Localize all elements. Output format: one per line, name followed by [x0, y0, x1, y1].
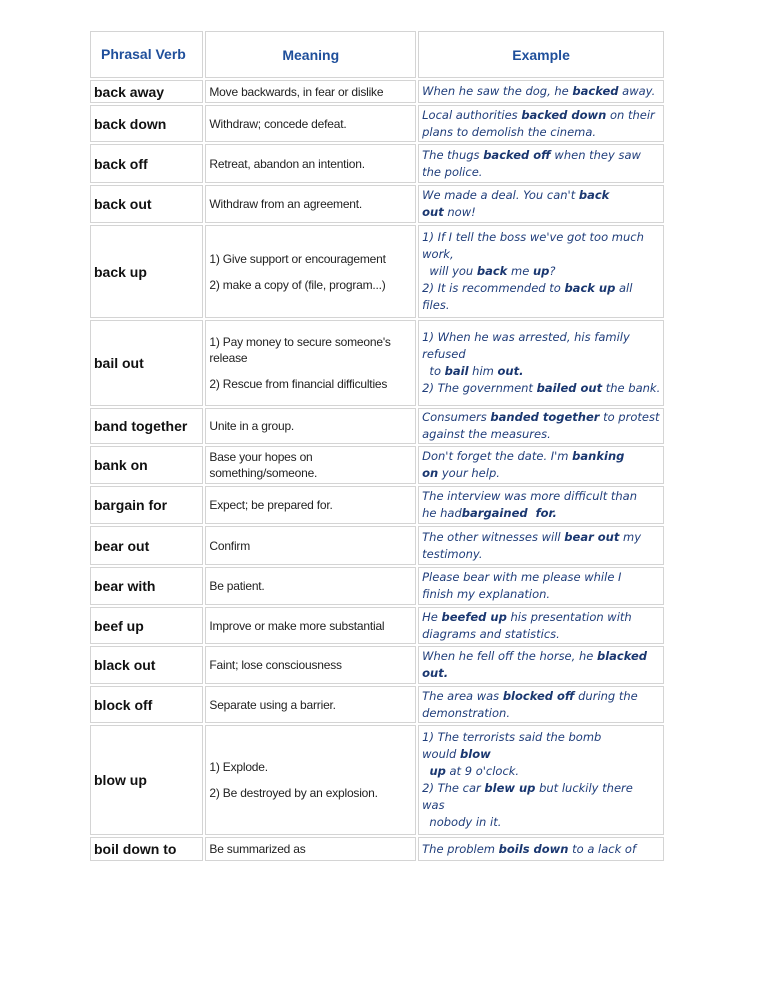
- example-text: Don't forget the date. I'm: [422, 449, 573, 463]
- table-row: [90, 80, 664, 103]
- example-text: when they saw: [550, 147, 641, 162]
- meaning-text: 2) make a copy of (file, program...): [209, 277, 386, 292]
- meaning-cell: [205, 105, 416, 142]
- meaning-text: Separate using a barrier.: [209, 697, 336, 712]
- example-highlight: beefed up: [441, 609, 507, 624]
- example-highlight: up: [429, 764, 446, 778]
- example-cell: [418, 320, 664, 406]
- meaning-text: Base your hopes on something/someone.: [209, 450, 318, 480]
- example-highlight: boils down: [498, 841, 569, 856]
- phrasal-verb-cell: back off: [90, 144, 203, 183]
- example-cell: [418, 185, 664, 223]
- example-text: 2) It is recommended to: [422, 281, 565, 295]
- example-line: [422, 187, 660, 204]
- meaning-text: Faint; lose consciousness: [209, 658, 342, 672]
- meaning-cell: [205, 837, 416, 861]
- example-text: 2) The car: [422, 781, 485, 795]
- example-text: 1) When he was arrested, his family: [422, 330, 630, 344]
- meaning-cell: [205, 80, 416, 103]
- meaning-text: Withdraw from an agreement.: [209, 197, 363, 211]
- table-row: [90, 320, 664, 406]
- example-text: on their: [606, 107, 655, 122]
- example-line: [422, 363, 660, 380]
- example-line: [422, 83, 660, 100]
- example-line: [422, 465, 660, 482]
- example-line: [422, 609, 660, 626]
- example-highlight: up: [532, 264, 550, 278]
- example-text: We made a deal. You can't: [422, 188, 579, 202]
- example-text: would: [422, 747, 461, 761]
- example-text: ?: [549, 264, 556, 278]
- table-row: [90, 225, 664, 318]
- phrasal-verb-cell: bear with: [90, 567, 203, 605]
- example-text: The other witnesses will: [422, 529, 565, 544]
- example-text: 1) If I tell the boss we've got too much: [422, 230, 644, 244]
- phrasal-verb-cell: band together: [90, 408, 203, 444]
- table-row: [90, 686, 664, 723]
- meaning-text: Move backwards, in fear or dislike: [209, 84, 384, 99]
- example-cell: [418, 567, 664, 605]
- example-text: away.: [618, 84, 656, 98]
- example-highlight: blacked: [596, 649, 647, 663]
- example-line: [422, 763, 660, 780]
- table-row: [90, 185, 664, 223]
- meaning-cell: [205, 446, 416, 484]
- phrasal-verb-cell: back out: [90, 185, 203, 223]
- example-text: Consumers: [422, 410, 491, 424]
- example-text: diagrams and statistics.: [422, 626, 560, 641]
- example-line: [422, 626, 660, 643]
- example-text: The area was: [422, 688, 503, 703]
- header-phrasal-verb: Phrasal Verb: [90, 31, 203, 78]
- phrasal-verb-cell: back up: [90, 225, 203, 318]
- meaning-text: 1) Give support or encouragement: [209, 251, 386, 266]
- example-highlight: back: [578, 188, 610, 202]
- table-row: [90, 607, 664, 644]
- phrasal-verb-cell: back away: [90, 80, 203, 103]
- table-row: [90, 725, 664, 835]
- example-cell: [418, 225, 664, 318]
- example-text: testimony.: [422, 546, 483, 561]
- example-text: will you: [422, 264, 477, 278]
- example-cell: [418, 686, 664, 723]
- example-line: [422, 488, 660, 505]
- meaning-cell: [205, 607, 416, 644]
- meaning-cell: [205, 486, 416, 524]
- example-cell: [418, 607, 664, 644]
- meaning-text: 2) Be destroyed by an explosion.: [209, 786, 378, 800]
- example-highlight: backed: [572, 84, 619, 98]
- example-text: the bank.: [602, 381, 661, 395]
- example-highlight: bail: [444, 364, 469, 378]
- example-highlight: bailed out: [536, 381, 603, 395]
- example-cell: [418, 725, 664, 835]
- example-line: [422, 841, 660, 858]
- example-text: to: [422, 364, 445, 378]
- phrasal-verb-cell: blow up: [90, 725, 203, 835]
- meaning-cell: [205, 686, 416, 723]
- example-line: [422, 529, 660, 546]
- example-text: his presentation with: [506, 609, 632, 624]
- table-row: [90, 646, 664, 684]
- table-row: [90, 144, 664, 183]
- phrasal-verbs-table: [88, 29, 666, 863]
- example-text: your help.: [438, 466, 500, 480]
- example-cell: [418, 837, 664, 861]
- example-cell: [418, 80, 664, 103]
- example-line: [422, 665, 660, 682]
- phrasal-verb-cell: black out: [90, 646, 203, 684]
- phrasal-verb-cell: bail out: [90, 320, 203, 406]
- meaning-cell: [205, 185, 416, 223]
- example-text: but luckily there: [535, 781, 633, 795]
- example-highlight: blocked off: [502, 688, 575, 703]
- phrasal-verb-cell: block off: [90, 686, 203, 723]
- meaning-text: 1) Explode.: [209, 760, 268, 774]
- table-row: [90, 837, 664, 861]
- example-text: Local authorities: [422, 107, 522, 122]
- example-line: [422, 505, 660, 522]
- example-highlight: banking: [572, 449, 625, 463]
- example-highlight: blew up: [484, 781, 536, 795]
- example-line: [422, 797, 660, 814]
- example-line: [422, 705, 660, 722]
- example-line: [422, 329, 660, 346]
- table-row: [90, 446, 664, 484]
- example-highlight: bear out: [564, 529, 620, 544]
- example-cell: [418, 646, 664, 684]
- example-text: When he saw the dog, he: [422, 84, 573, 98]
- example-text: at 9 o'clock.: [445, 764, 520, 778]
- example-text: The interview was more difficult than: [422, 489, 637, 503]
- example-text: finish my explanation.: [422, 587, 551, 601]
- example-text: he had: [422, 506, 462, 520]
- meaning-text: Retreat, abandon an intention.: [209, 156, 365, 171]
- example-highlight: banded together: [490, 410, 600, 424]
- example-line: [422, 280, 660, 297]
- example-text: was: [422, 798, 445, 812]
- example-line: [422, 246, 660, 263]
- meaning-text: Improve or make more substantial: [209, 618, 385, 633]
- example-highlight: out: [422, 205, 444, 219]
- example-text: Please bear with me please while I: [422, 570, 622, 584]
- example-text: against the measures.: [422, 427, 551, 441]
- example-text: to protest: [599, 410, 660, 424]
- example-text: 1) The terrorists said the bomb: [422, 730, 602, 744]
- example-line: [422, 814, 660, 831]
- meaning-cell: [205, 144, 416, 183]
- example-line: [422, 688, 660, 705]
- example-text: plans to demolish the cinema.: [422, 124, 597, 139]
- example-highlight: blow: [460, 747, 491, 761]
- example-line: [422, 729, 660, 746]
- example-line: [422, 124, 660, 141]
- table-row: [90, 105, 664, 142]
- example-highlight: bargained for.: [461, 506, 557, 520]
- meaning-cell: [205, 320, 416, 406]
- phrasal-verb-cell: bank on: [90, 446, 203, 484]
- example-text: 2) The government: [422, 381, 537, 395]
- meaning-text: Confirm: [209, 538, 250, 553]
- example-line: [422, 546, 660, 563]
- example-line: [422, 426, 660, 443]
- example-text: me: [507, 264, 533, 278]
- example-cell: [418, 144, 664, 183]
- header-row: [90, 31, 664, 78]
- example-text: him: [468, 364, 498, 378]
- example-cell: [418, 446, 664, 484]
- example-text: nobody in it.: [422, 815, 502, 829]
- example-highlight: on: [422, 466, 439, 480]
- example-text: The thugs: [422, 147, 484, 162]
- meaning-text: 1) Pay money to secure someone's release: [209, 335, 391, 365]
- example-highlight: backed off: [483, 147, 551, 162]
- example-text: The problem: [422, 841, 499, 856]
- example-highlight: back up: [564, 281, 616, 295]
- meaning-text: Be patient.: [209, 579, 265, 593]
- example-line: [422, 229, 660, 246]
- example-line: [422, 204, 660, 221]
- meaning-cell: [205, 225, 416, 318]
- example-line: [422, 263, 660, 280]
- example-cell: [418, 486, 664, 524]
- example-text: my: [619, 529, 642, 544]
- example-line: [422, 409, 660, 426]
- example-text: files.: [422, 298, 450, 312]
- meaning-text: Expect; be prepared for.: [209, 498, 333, 512]
- header-example: Example: [418, 31, 664, 78]
- example-line: [422, 164, 660, 181]
- example-text: He: [422, 609, 442, 624]
- table-row: [90, 567, 664, 605]
- meaning-cell: [205, 646, 416, 684]
- meaning-text: Unite in a group.: [209, 419, 295, 433]
- example-text: demonstration.: [422, 705, 510, 720]
- table-row: [90, 486, 664, 524]
- meaning-cell: [205, 526, 416, 565]
- meaning-cell: [205, 567, 416, 605]
- example-text: refused: [422, 347, 466, 361]
- example-highlight: backed down: [521, 107, 607, 122]
- meaning-cell: [205, 725, 416, 835]
- example-line: [422, 448, 660, 465]
- table-row: [90, 408, 664, 444]
- meaning-cell: [205, 408, 416, 444]
- example-line: [422, 569, 660, 586]
- example-highlight: back: [476, 264, 508, 278]
- example-text: work,: [422, 247, 454, 261]
- example-text: all: [615, 281, 633, 295]
- example-line: [422, 648, 660, 665]
- phrasal-verb-cell: bear out: [90, 526, 203, 565]
- example-cell: [418, 408, 664, 444]
- phrasal-verb-cell: back down: [90, 105, 203, 142]
- example-text: during the: [574, 688, 638, 703]
- example-line: [422, 147, 660, 164]
- meaning-text: 2) Rescue from financial difficulties: [209, 377, 388, 391]
- example-line: [422, 297, 660, 314]
- example-line: [422, 380, 660, 397]
- example-text: When he fell off the horse, he: [422, 649, 597, 663]
- example-cell: [418, 105, 664, 142]
- example-text: the police.: [422, 164, 483, 179]
- example-text: now!: [443, 205, 476, 219]
- table-row: [90, 526, 664, 565]
- example-line: [422, 346, 660, 363]
- phrasal-verb-cell: boil down to: [90, 837, 203, 861]
- phrasal-verb-cell: beef up: [90, 607, 203, 644]
- example-line: [422, 746, 660, 763]
- meaning-text: Withdraw; concede defeat.: [209, 116, 347, 131]
- header-meaning: Meaning: [205, 31, 416, 78]
- example-line: [422, 586, 660, 603]
- example-line: [422, 780, 660, 797]
- example-highlight: out.: [497, 364, 524, 378]
- example-cell: [418, 526, 664, 565]
- example-text: to a lack of: [568, 841, 637, 856]
- meaning-text: Be summarized as: [209, 842, 306, 856]
- example-highlight: out.: [422, 666, 449, 680]
- example-line: [422, 107, 660, 124]
- phrasal-verb-cell: bargain for: [90, 486, 203, 524]
